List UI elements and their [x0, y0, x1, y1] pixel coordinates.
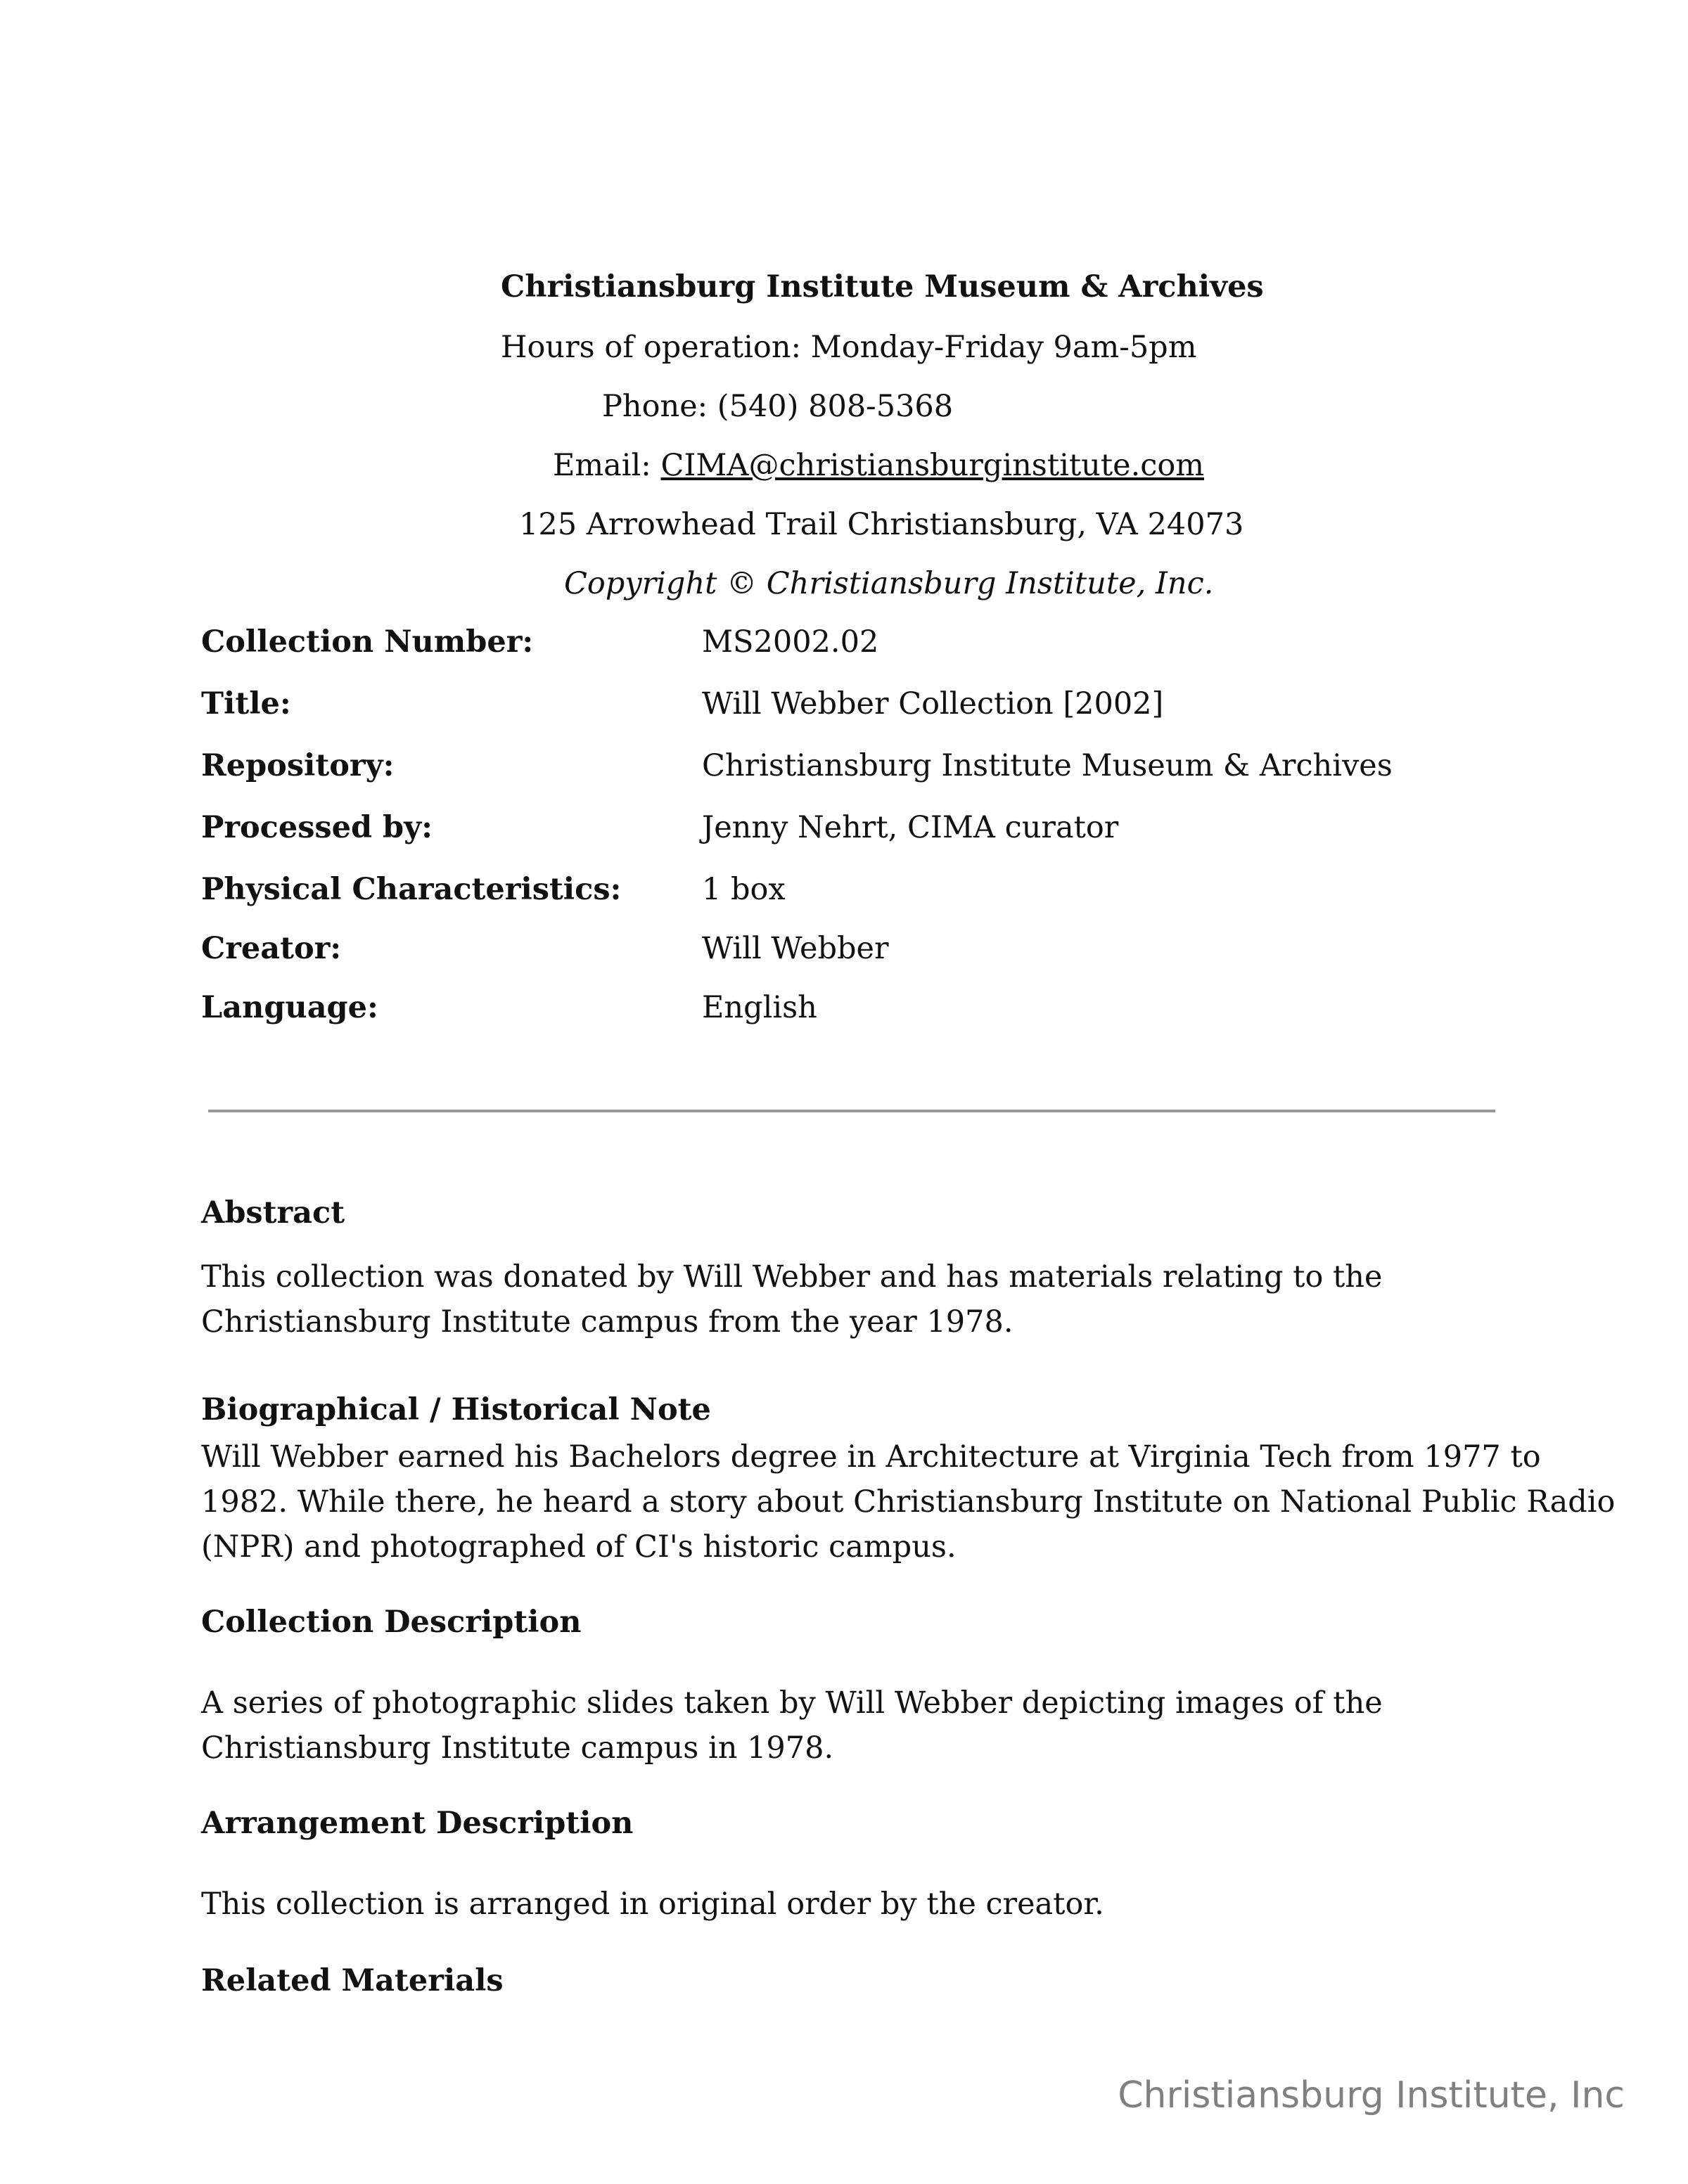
collection-number-value: MS2002.02: [702, 624, 879, 660]
copyright-text: Copyright © Christiansburg Institute, Inc.: [564, 566, 1214, 601]
title-value: Will Webber Collection [2002]: [702, 686, 1164, 721]
repository-label: Repository:: [201, 748, 395, 783]
creator-label: Creator:: [201, 931, 342, 966]
org-name-heading: Christiansburg Institute Museum & Archives: [501, 269, 1264, 304]
language-value: English: [702, 990, 817, 1025]
creator-value: Will Webber: [702, 931, 889, 966]
hours-text: Hours of operation: Monday-Friday 9am-5pm: [501, 330, 1197, 365]
footer-org-name: Christiansburg Institute, Inc: [1118, 2074, 1625, 2116]
arrangement-text: [201, 1882, 1523, 1927]
repository-value: Christiansburg Institute Museum & Archives: [702, 748, 1393, 783]
bio-line: (NPR) and photographed of CI's historic campus.: [201, 1529, 957, 1565]
title-label: Title:: [201, 686, 291, 721]
arrangement-line: This collection is arranged in original order by the creator.: [201, 1887, 1104, 1922]
horizontal-divider: [208, 1110, 1495, 1112]
related-materials-heading: Related Materials: [201, 1963, 504, 1998]
bio-line: Will Webber earned his Bachelors degree in Architecture at Virginia Tech from 1977 to: [201, 1439, 1541, 1475]
collection-description-line: Christiansburg Institute campus in 1978.: [201, 1730, 834, 1766]
bio-text: [201, 1434, 1616, 1569]
language-label: Language:: [201, 990, 378, 1025]
collection-description-text: [201, 1681, 1523, 1771]
collection-description-heading: Collection Description: [201, 1605, 582, 1640]
abstract-text: [201, 1254, 1523, 1344]
abstract-heading: Abstract: [201, 1195, 345, 1231]
processed-by-value: Jenny Nehrt, CIMA curator: [702, 810, 1119, 845]
collection-description-line: A series of photographic slides taken by Will Webber depicting images of the: [201, 1685, 1383, 1721]
processed-by-label: Processed by:: [201, 810, 433, 845]
collection-number-label: Collection Number:: [201, 624, 534, 660]
physical-characteristics-value: 1 box: [702, 872, 786, 907]
bio-heading: Biographical / Historical Note: [201, 1392, 711, 1427]
abstract-line: This collection was donated by Will Webber and has materials relating to the: [201, 1259, 1383, 1295]
address-text: 125 Arrowhead Trail Christiansburg, VA 24073: [519, 507, 1244, 542]
physical-characteristics-label: Physical Characteristics:: [201, 872, 622, 907]
abstract-line: Christiansburg Institute campus from the year 1978.: [201, 1304, 1014, 1340]
email-label: Email:: [553, 448, 661, 483]
phone-text: Phone: (540) 808-5368: [602, 389, 954, 424]
arrangement-heading: Arrangement Description: [201, 1806, 634, 1841]
email-link[interactable]: CIMA@christiansburginstitute.com: [660, 448, 1204, 483]
bio-line: 1982. While there, he heard a story about Christiansburg Institute on National Public Radio: [201, 1484, 1616, 1520]
email-line: [553, 436, 1204, 495]
